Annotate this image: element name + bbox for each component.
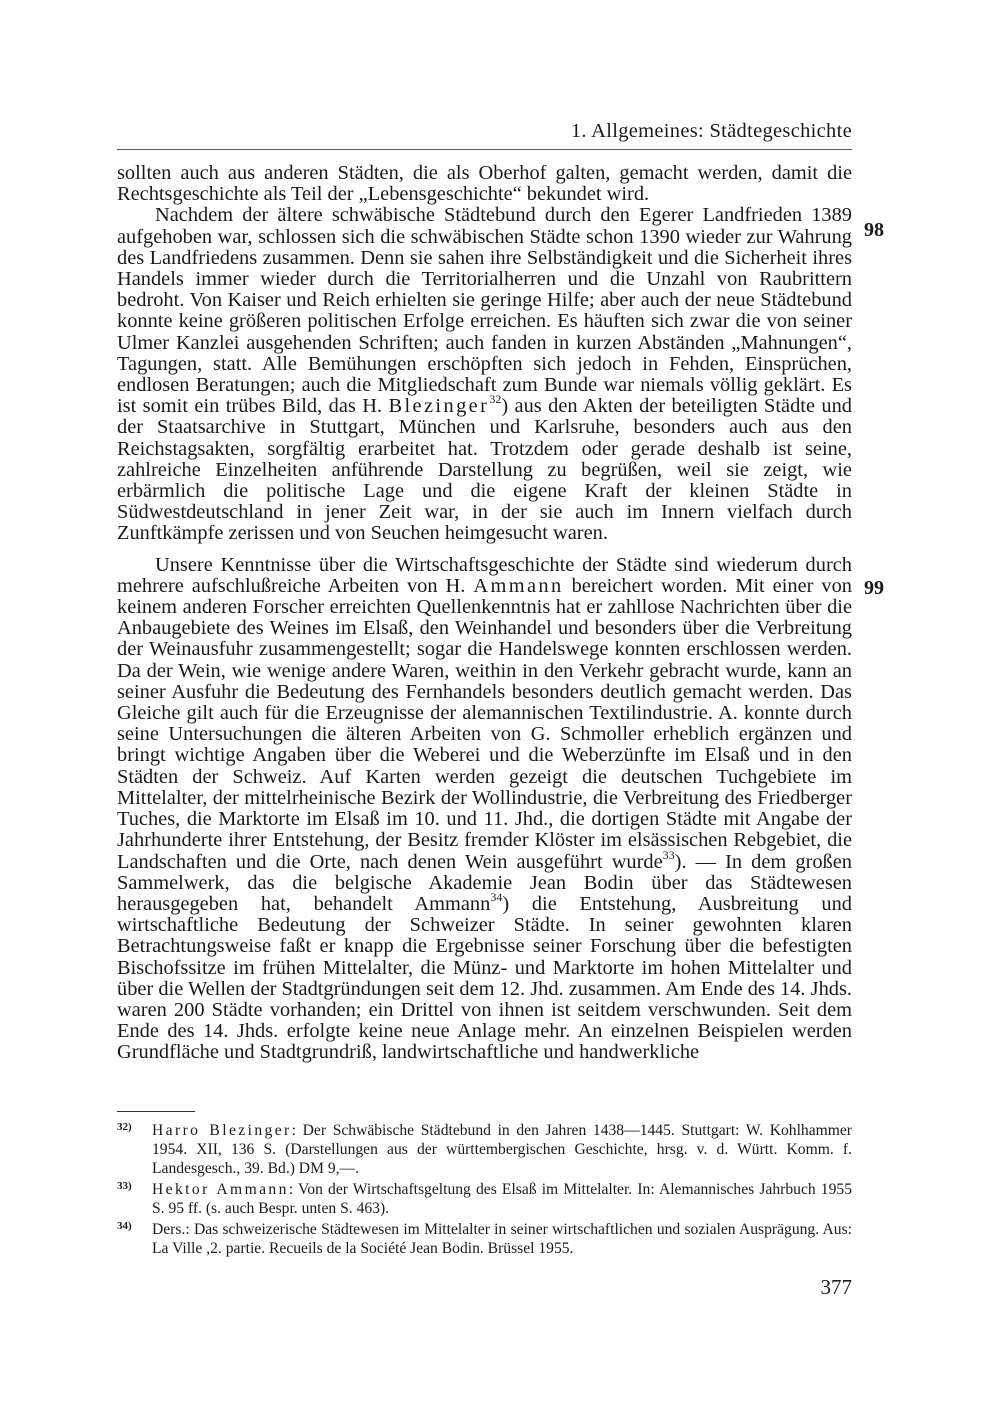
author-name: Ammann [473,574,564,597]
author-name: Hektor Ammann [152,1181,289,1198]
header-rule [117,149,852,150]
footnote-ref: 32 [489,392,502,407]
paragraph: Unsere Kenntnisse über die Wirtschaftsgeschichte der Städte sind wiederum durch mehrere aufschlußreiche Arbeiten von H. Ammann bereichert worden. Mit einer von keinem anderen Forscher erreichten Quellenkenntnis hat er zahllose Nachrichten über die Anbaugebiete des Weines im Elsaß, den Weinhandel und besonders über die Verbreitung der Weinausfuhr zusammengestellt; sogar die Handelswege konnten erschlossen werden. Da der Wein, wie wenige andere Waren, weithin in den Verkehr gebracht wurde, kann an seiner Ausfuhr die Bedeutung des Fernhandels besonders deutlich gemacht werden. Das Gleiche gilt auch für die Erzeugnisse der alemannischen Textilindustrie. A. konnte durch seine Untersuchungen die älteren Arbeiten von G. Schmoller erheblich ergänzen und bringt wichtige Angaben über die Weberei und die Weberzünfte im Elsaß und in den Städten der Schweiz. Auf Karten werden gezeigt die deutschen Tuchgebiete im Mittelalter, der mittelrheinische Bezirk der Wollindustrie, die Verbreitung des Friedberger Tuches, die Marktorte im Elsaß im 10. und 11. Jhd., die dortigen Städte mit Angabe der Jahrhunderte ihrer Entstehung, der Besitz fremder Klöster im elsässischen Rebgebiet, die Landschaften und die Orte, nach denen Wein ausgeführt wurde$^{33}$). — In dem großen Sammelwerk, das die belgische Akademie Jean Bodin über das Städtewesen herausgegeben hat, behandelt Ammann$^{34}$) die Entstehung, Ausbreitung und wirtschaftliche Bedeutung der Schweizer Städte. In seiner gewohnten klaren Betrachtungsweise faßt er knapp die Ergebnisse seiner Forschung über die befestigten Bischofssitze im frühen Mittelalter, die Münz- und Marktorte im hohen Mittelalter und über die Wellen der Stadtgründungen seit dem 12. Jhd. zusammen. Am Ende des 14. Jhds. waren 200 Städte vorhanden; ein Drittel von ihnen ist seitdem verschwunden. Seit dem Ende des 14. Jhds. erfolgte keine neue Anlage mehr. An einzelnen Beispielen werden Grundfläche und Stadtgrundriß, landwirtschaftliche und handwerkliche [117,553,852,1064]
page-number: 377 [820,1275,852,1299]
footnote-mark: 32) [117,1121,132,1133]
footnote-mark: 34) [117,1220,132,1232]
running-header: 1. Allgemeines: Städtegeschichte [570,120,852,142]
footnotes [117,1121,852,1260]
footnote: 33) Hektor Ammann: Von der Wirtschaftsgeltung des Elsaß im Mittelalter. In: Alemannisches Jahrbuch 1955 S. 95 ff. (s. auch Bespr. unten S. 463). [117,1180,852,1218]
body-text [117,163,852,1064]
footnote: 32) Harro Blezinger: Der Schwäbische Städtebund in den Jahren 1438—1445. Stuttgart: W. Kohlhammer 1954. XII, 136 S. (Darstellungen aus der württembergischen Geschichte, hrsg. v. d. Württ. Komm. f. Landesgesch., 39. Bd.) DM 9,—. [117,1121,852,1178]
paragraph: sollten auch aus anderen Städten, die als Oberhof galten, gemacht werden, damit die Rechtsgeschichte als Teil der „Lebensgeschichte“ bekundet wird. [117,162,852,206]
footnote-ref: 34 [490,890,503,905]
footnote-rule [117,1111,195,1112]
author-name: Blezinger [388,395,490,418]
footnote: 34) Ders.: Das schweizerische Städtewesen im Mittelalter in seiner wirtschaftlichen und sozialen Ausprägung. Aus: La Ville ,2. partie. Recueils de la Société Jean Bodin. Brüssel 1955. [117,1220,852,1258]
paragraph: Nachdem der ältere schwäbische Städtebund durch den Egerer Landfrieden 1389 aufgehoben war, schlossen sich die schwäbischen Städte schon 1390 wieder zur Wahrung des Landfriedens zusammen. Denn sie sahen ihre Selbständigkeit und die Sicherheit ihres Handels immer wieder durch die Territorialherren und die Unzahl von Raubrittern bedroht. Von Kaiser und Reich erhielten sie geringe Hilfe; aber auch der neue Städtebund konnte keine größeren politischen Erfolge erreichen. Es häuften sich zwar die von seiner Ulmer Kanzlei ausgehenden Schriften; auch fanden in kurzen Abständen „Mahnungen“, Tagungen, statt. Alle Bemühungen erschöpften sich jedoch in Fehden, Einsprüchen, endlosen Beratungen; auch die Mitgliedschaft zum Bunde war niemals völlig geklärt. Es ist somit ein trübes Bild, das H. Blezinger$^{32}$) aus den Akten der beteiligten Städte und der Staatsarchive in Stuttgart, München und Karlsruhe, besonders auch aus den Reichstagsakten, sorgfältig erarbeitet hat. Trotzdem oder gerade deshalb ist seine, zahlreiche Einzelheiten anführende Darstellung zu begrüßen, weil sie zeigt, wie erbärmlich die politische Lage und die eigene Kraft der kleinen Städte in Südwestdeutschland in jener Zeit war, in der sie auch im Innern vielfach durch Zunftkämpfe zerissen und von Seuchen heimgesucht waren. [117,204,852,545]
footnote-ref: 33 [662,847,675,862]
author-name: Harro Blezinger [152,1122,292,1139]
footnote-mark: 33) [117,1180,132,1192]
margin-number: 98 [864,219,884,241]
margin-number: 99 [864,577,884,599]
